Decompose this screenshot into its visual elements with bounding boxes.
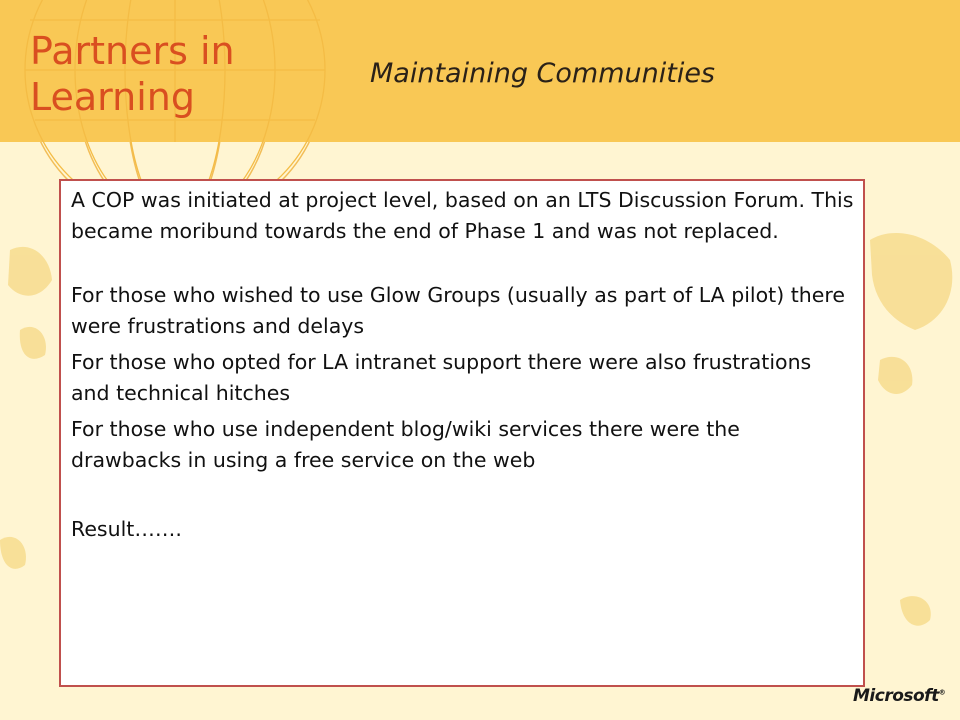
- brand-line-1: Partners in: [30, 29, 235, 73]
- microsoft-logo: Microsoft®: [853, 686, 946, 706]
- brand-line-2: Learning: [30, 75, 195, 119]
- paragraph-glow-groups: For those who wished to use Glow Groups (usually as part of LA pilot) there were frustrations and delays: [71, 283, 845, 338]
- content-box: [59, 179, 865, 687]
- slide-title: Maintaining Communities: [370, 58, 716, 89]
- microsoft-logo-text: Microsoft: [853, 686, 939, 706]
- brand-wordmark: [30, 28, 235, 120]
- paragraph-cop: A COP was initiated at project level, based on an LTS Discussion Forum. This became moribund towards the end of Phase 1 and was not replaced.: [71, 188, 854, 243]
- paragraph-blog-wiki: For those who use independent blog/wiki services there were the drawbacks in using a free service on the web: [71, 417, 740, 472]
- paragraph-result: Result…….: [71, 517, 182, 541]
- content-text: [71, 185, 855, 545]
- paragraph-la-intranet: For those who opted for LA intranet support there were also frustrations and technical hitches: [71, 350, 812, 405]
